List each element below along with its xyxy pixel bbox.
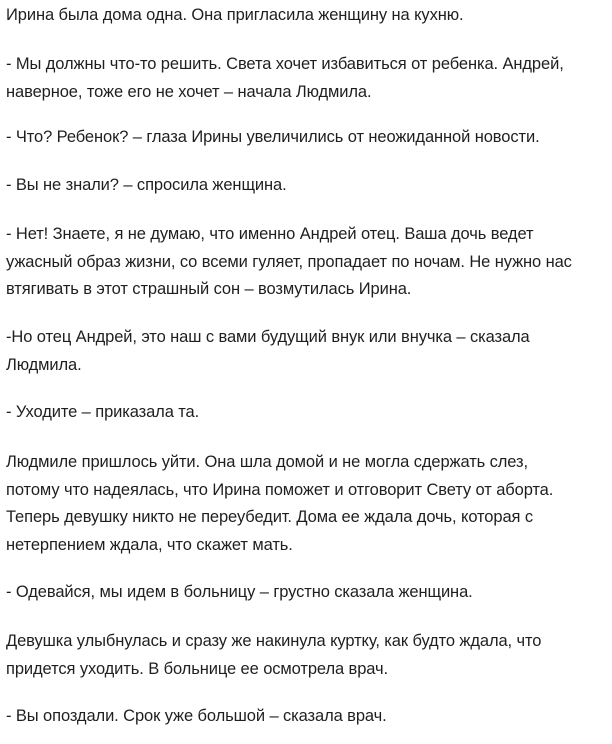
- text-line: - Мы должны что-то решить. Света хочет избавиться от ребенка. Андрей,: [6, 55, 564, 73]
- paragraph: [6, 51, 564, 106]
- paragraph: [6, 628, 541, 683]
- paragraph: [6, 221, 572, 304]
- paragraph: [6, 703, 387, 731]
- text-line: нетерпением ждала, что скажет мать.: [6, 535, 293, 554]
- text-line: - Нет! Знаете, я не думаю, что именно Андрей отец. Ваша дочь ведет: [6, 225, 534, 243]
- paragraph: [6, 2, 464, 30]
- text-line: Ирина была дома одна. Она пригласила женщину на кухню.: [6, 6, 464, 24]
- paragraph: [6, 124, 540, 152]
- paragraph: [6, 579, 473, 607]
- paragraph: [6, 399, 199, 427]
- text-line: Людмиле пришлось уйти. Она шла домой и не могла сдержать слез,: [6, 453, 528, 471]
- text-line: потому что надеялась, что Ирина поможет и отговорит Свету от аборта.: [6, 480, 554, 499]
- text-line: Теперь девушку никто не переубедит. Дома ее ждала дочь, которая с: [6, 508, 534, 526]
- text-line: -Но отец Андрей, это наш с вами будущий внук или внучка – сказала: [6, 328, 530, 346]
- text-line: наверное, тоже его не хочет – начала Людмила.: [6, 82, 372, 101]
- text-line: - Одевайся, мы идем в больницу – грустно сказала женщина.: [6, 583, 473, 601]
- text-line: - Что? Ребенок? – глаза Ирины увеличились от неожиданной новости.: [6, 128, 540, 146]
- text-line: ужасный образ жизни, со всеми гуляет, пропадает по ночам. Не нужно нас: [6, 252, 572, 271]
- text-line: Людмила.: [6, 355, 82, 374]
- text-line: втягивать в этот страшный сон – возмутилась Ирина.: [6, 280, 412, 298]
- paragraph: [6, 324, 530, 379]
- text-line: придется уходить. В больнице ее осмотрела врач.: [6, 659, 388, 678]
- paragraph: [6, 449, 553, 559]
- text-line: - Вы опоздали. Срок уже большой – сказала врач.: [6, 707, 387, 725]
- text-line: - Уходите – приказала та.: [6, 403, 200, 421]
- text-line: Девушка улыбнулась и сразу же накинула куртку, как будто ждала, что: [6, 632, 542, 650]
- text-line: - Вы не знали? – спросила женщина.: [6, 176, 287, 194]
- paragraph: [6, 172, 287, 200]
